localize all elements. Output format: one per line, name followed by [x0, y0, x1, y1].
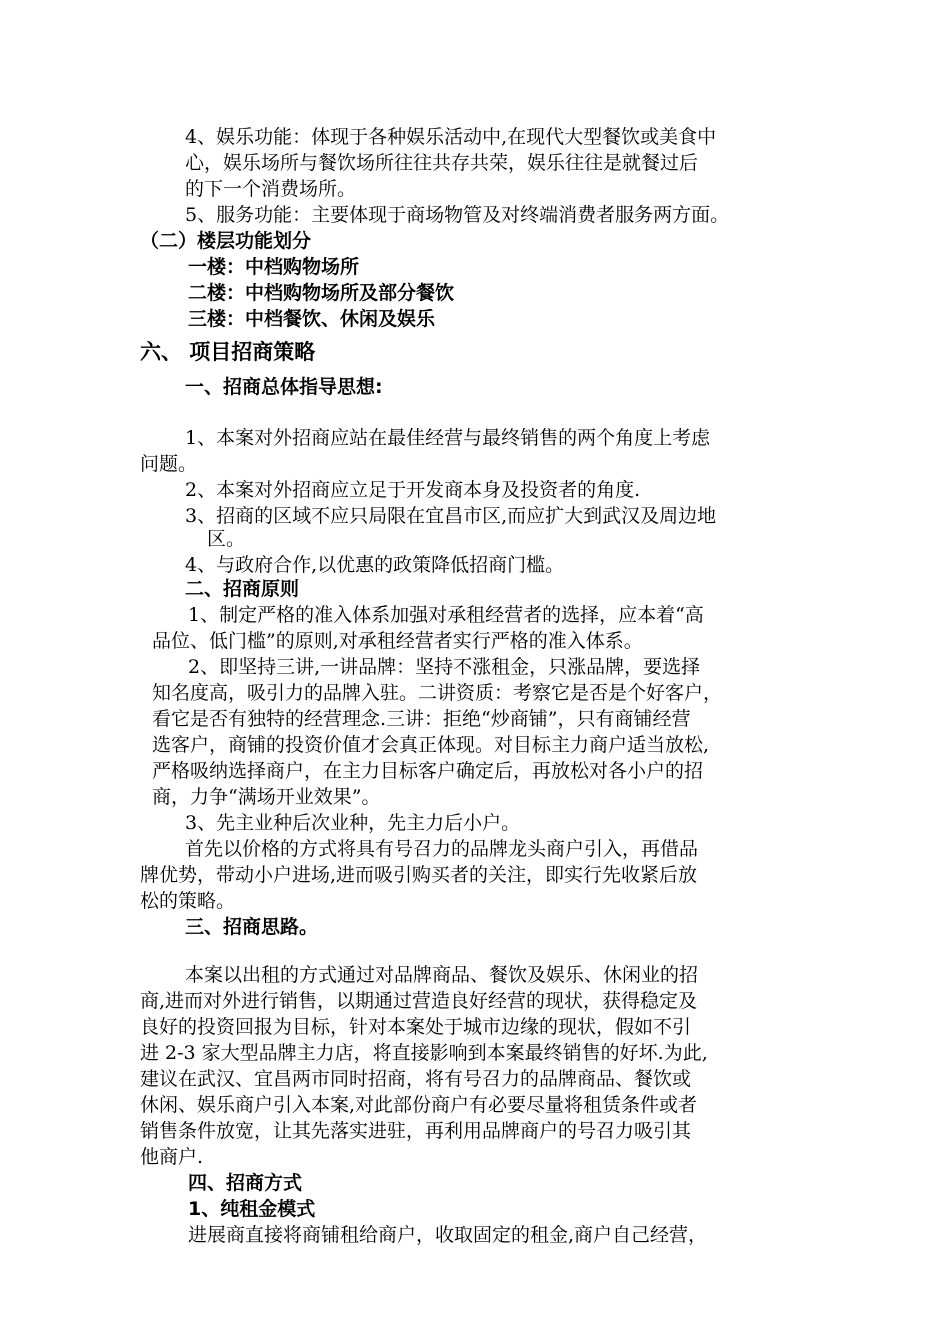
- subsection-heading: 二、招商原则: [185, 578, 300, 600]
- paragraph-line: 4、娱乐功能：体现于各种娱乐活动中,在现代大型餐饮或美食中: [185, 126, 717, 148]
- paragraph-line: 5、服务功能：主要体现于商场物管及对终端消费者服务两方面。: [185, 204, 730, 226]
- floor-item: 三楼：中档餐饮、休闲及娱乐: [188, 308, 436, 330]
- paragraph-line: 2、本案对外招商应立足于开发商本身及投资者的角度.: [185, 479, 641, 501]
- paragraph-line: 建议在武汉、宜昌两市同时招商，将有号召力的品牌商品、餐饮或: [140, 1068, 692, 1090]
- paragraph-line: 商，力争“满场开业效果”。: [152, 786, 381, 808]
- paragraph-line: 松的策略。: [140, 890, 236, 912]
- paragraph-line: 本案以出租的方式通过对品牌商品、餐饮及娱乐、休闲业的招: [185, 964, 699, 986]
- paragraph-line: 3、招商的区域不应只局限在宜昌市区,而应扩大到武汉及周边地: [185, 505, 717, 527]
- paragraph-line: 销售条件放宽，让其先落实进驻，再利用品牌商户的号召力吸引其: [140, 1120, 692, 1142]
- paragraph-line: 看它是否有独特的经营理念.三讲：拒绝“炒商铺”，只有商铺经营: [152, 708, 691, 730]
- paragraph-line: 进展商直接将商铺租给商户，收取固定的租金,商户自己经营，: [188, 1224, 708, 1246]
- paragraph-line: 选客户，商铺的投资价值才会真正体现。对目标主力商户适当放松,: [152, 734, 710, 756]
- subsection-heading: 三、招商思路。: [185, 916, 319, 938]
- paragraph-line: 的下一个消费场所。: [185, 178, 357, 200]
- paragraph-line: 知名度高，吸引力的品牌入驻。二讲资质：考察它是否是个好客户，: [152, 682, 723, 704]
- subsection-heading: 1、纯租金模式: [188, 1198, 316, 1220]
- paragraph-line: 商,进而对外进行销售，以期通过营造良好经营的现状，获得稳定及: [140, 990, 698, 1012]
- paragraph-line: 3、先主业种后次业种，先主力后小户。: [185, 812, 521, 834]
- subsection-heading: 四、招商方式: [188, 1172, 303, 1194]
- paragraph-line: 心，娱乐场所与餐饮场所往往共存共荣，娱乐往往是就餐过后: [185, 152, 699, 174]
- floor-item: 二楼：中档购物场所及部分餐饮: [188, 282, 455, 304]
- paragraph-line: 区。: [207, 528, 246, 550]
- paragraph-line: 严格吸纳选择商户，在主力目标客户确定后，再放松对各小户的招: [152, 760, 704, 782]
- paragraph-line: 良好的投资回报为目标，针对本案处于城市边缘的现状，假如不引: [140, 1016, 692, 1038]
- paragraph-line: 牌优势，带动小户进场,进而吸引购买者的关注，即实行先收紧后放: [140, 864, 698, 886]
- section-heading: （二）楼层功能划分: [140, 230, 312, 252]
- paragraph-line: 2、即坚持三讲,一讲品牌：坚持不涨租金，只涨品牌，要选择: [188, 656, 701, 678]
- paragraph-line: 4、与政府合作,以优惠的政策降低招商门槛。: [185, 554, 565, 576]
- paragraph-line: 首先以价格的方式将具有号召力的品牌龙头商户引入，再借品: [185, 838, 699, 860]
- paragraph-line: 进 2-3 家大型品牌主力店，将直接影响到本案最终销售的好坏.为此,: [140, 1042, 708, 1064]
- paragraph-line: 休闲、娱乐商户引入本案,对此部份商户有必要尽量将租赁条件或者: [140, 1094, 698, 1116]
- paragraph-line: 品位、低门槛”的原则,对承租经营者实行严格的准入体系。: [152, 630, 643, 652]
- paragraph-line: 1、本案对外招商应站在最佳经营与最终销售的两个角度上考虑: [185, 427, 711, 449]
- paragraph-line: 1、制定严格的准入体系加强对承租经营者的选择，应本着“高: [188, 604, 704, 626]
- subsection-heading: 一、招商总体指导思想:: [185, 376, 383, 398]
- paragraph-line: 问题。: [140, 453, 198, 475]
- paragraph-line: 他商户.: [140, 1146, 204, 1168]
- floor-item: 一楼：中档购物场所: [188, 256, 360, 278]
- chapter-heading: 六、 项目招商策略: [140, 340, 316, 364]
